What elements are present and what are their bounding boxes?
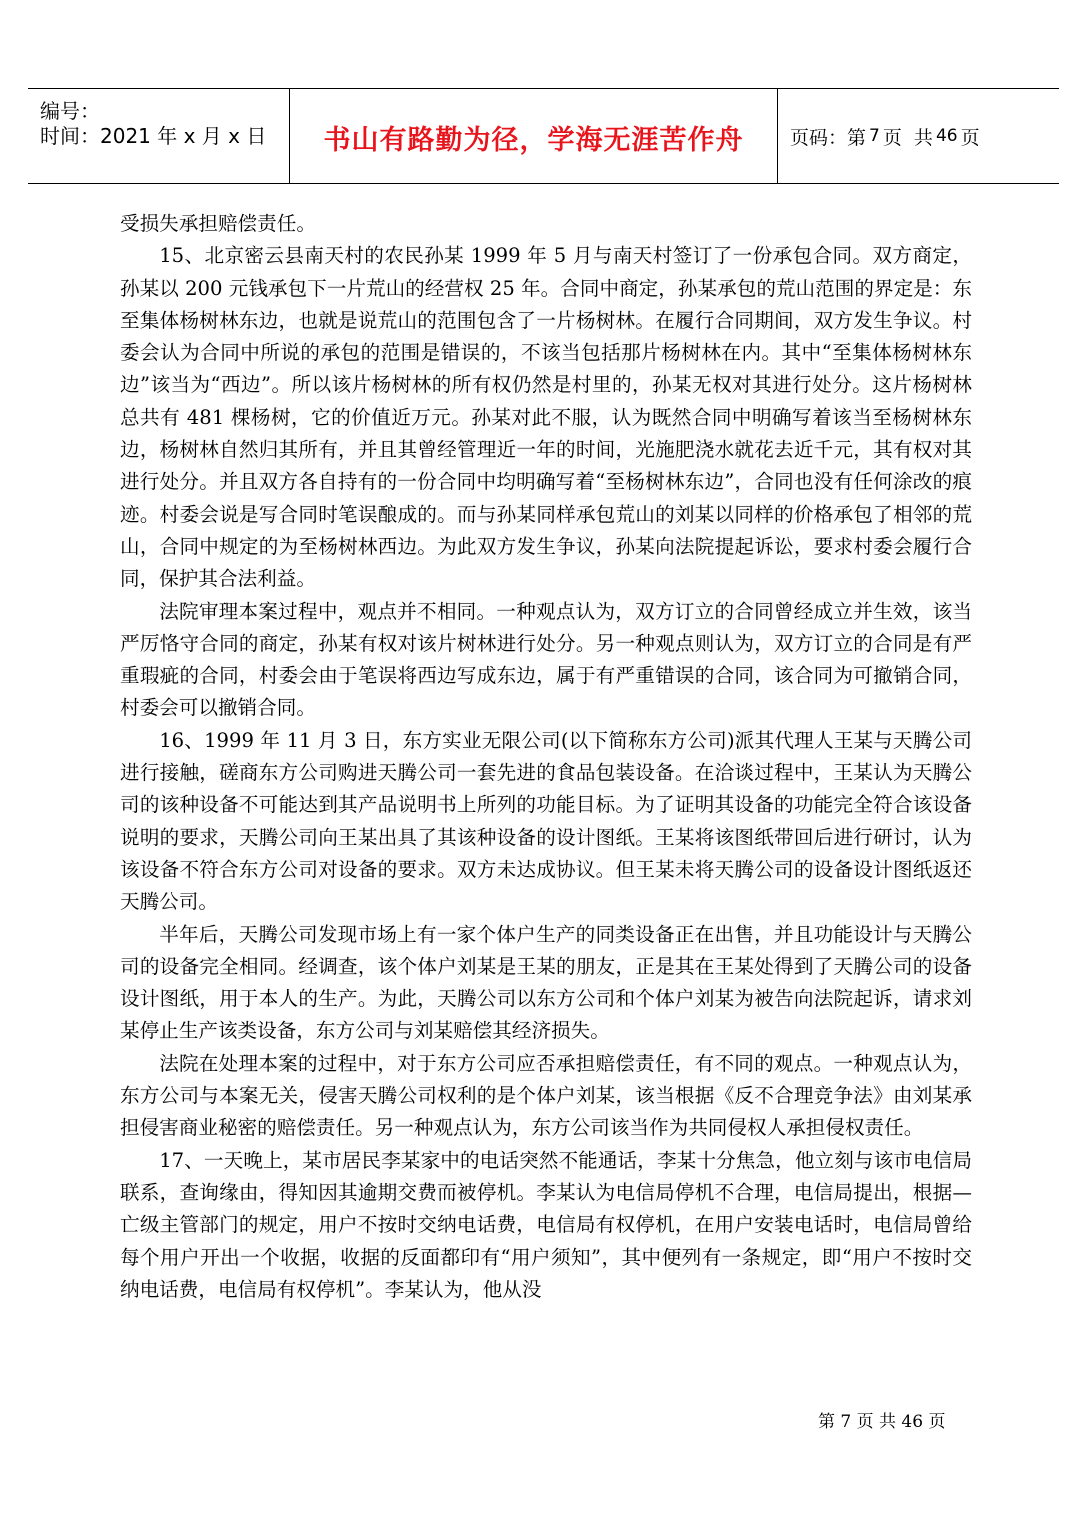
document-date: 时间：2021 年 x 月 x 日 (40, 124, 267, 148)
page-mid: 页 共 (882, 126, 933, 149)
header-motto-cell (290, 89, 778, 183)
page-header (28, 88, 1059, 184)
paragraph-case-15: 15、北京密云县南天村的农民孙某 1999 年 5 月与南天村签订了一份承包合同。双方商定，孙某以 200 元钱承包下一片荒山的经营权 25 年。合同中商定，孙某承包的荒山范围的界定是：东至集体杨树林东边，也就是说荒山的范围包含了一片杨树林。在履行合同期间，双方发生争议。村委会认为合同中所说的承包的范围是错误的，不该当包括那片杨树林在内。其中“至集体杨树林东边”该当为“西边”。所以该片杨树林的所有权仍然是村里的，孙某无权对其进行处分。这片杨树林总共有 481 棵杨树，它的价值近万元。孙某对此不服，认为既然合同中明确写着该当至杨树林东边，杨树林自然归其所有，并且其曾经管理近一年的时间，光施肥浇水就花去近千元，其有权对其进行处分。并且双方各自持有的一份合同中均明确写着“至杨树林东边”，合同也没有任何涂改的痕迹。村委会说是写合同时笔误酿成的。而与孙某同样承包荒山的刘某以同样的价格承包了相邻的荒山，合同中规定的为至杨树林西边。为此双方发生争议，孙某向法院提起诉讼，要求村委会履行合同，保护其合法利益。 (120, 244, 972, 591)
page-footer: 第 7 页 共 46 页 (818, 1412, 946, 1432)
paragraph-case-16-followup: 半年后，天腾公司发现市场上有一家个体户生产的同类设备正在出售，并且功能设计与天腾公司的设备完全相同。经调查，该个体户刘某是王某的朋友，正是其在王某处得到了天腾公司的设备设计图纸，用于本人的生产。为此，天腾公司以东方公司和个体户刘某为被告向法院起诉，请求刘某停止生产该类设备，东方公司与刘某赔偿其经济损失。 (120, 922, 972, 1043)
page-total: 46 (935, 126, 958, 146)
paragraph-case-17: 17、一天晚上，某市居民李某家中的电话突然不能通话，李某十分焦急，他立刻与该市电信局联系，查询缘由，得知因其逾期交费而被停机。李某认为电信局停机不合理，电信局提出，根据—亡级主管部门的规定，用户不按时交纳电话费，电信局有权停机，在用户安装电话时，电信局曾给每个用户开出一个收据，收据的反面都印有“用户须知”，其中便列有一条规定，即“用户不按时交纳电话费，电信局有权停机”。李某认为，他从没 (120, 1148, 972, 1301)
paragraph-continuation: 受损失承担赔偿责任。 (120, 212, 316, 235)
header-info-cell (28, 89, 290, 183)
paragraph-court-views-15: 法院审理本案过程中，观点并不相同。一种观点认为，双方订立的合同曾经成立并生效，该当严厉恪守合同的商定，孙某有权对该片树林进行处分。另一种观点则认为，双方订立的合同是有严重瑕疵的合同，村委会由于笔误将西边写成东边，属于有严重错误的合同，该合同为可撤销合同，村委会可以撤销合同。 (120, 599, 972, 720)
page-current: 7 (869, 126, 880, 146)
page-suffix: 页 (960, 126, 980, 149)
paragraph-court-views-16: 法院在处理本案的过程中，对于东方公司应否承担赔偿责任，有不同的观点。一种观点认为，东方公司与本案无关，侵害天腾公司权利的是个体户刘某，该当根据《反不合理竞争法》由刘某承担侵害商业秘密的赔偿责任。另一种观点认为，东方公司该当作为共同侵权人承担侵权责任。 (120, 1051, 972, 1140)
paragraph-case-16: 16、1999 年 11 月 3 日，东方实业无限公司(以下简称东方公司)派其代理人王某与天腾公司进行接触，磋商东方公司购进天腾公司一套先进的食品包装设备。在洽谈过程中，王某认为天腾公司的该种设备不可能达到其产品说明书上所列的功能目标。为了证明其设备的功能完全符合该设备说明的要求，天腾公司向王某出具了其该种设备的设计图纸。王某将该图纸带回后进行研讨，认为该设备不符合东方公司对设备的要求。双方未达成协议。但王某未将天腾公司的设备设计图纸返还天腾公司。 (120, 728, 972, 914)
page-prefix: 页码：第 (790, 126, 867, 149)
document-body (120, 208, 972, 1306)
header-motto: 书山有路勤为径，学海无涯苦作舟 (323, 124, 744, 156)
header-page-cell (778, 89, 1059, 183)
document-number-label: 编号： (40, 99, 100, 123)
